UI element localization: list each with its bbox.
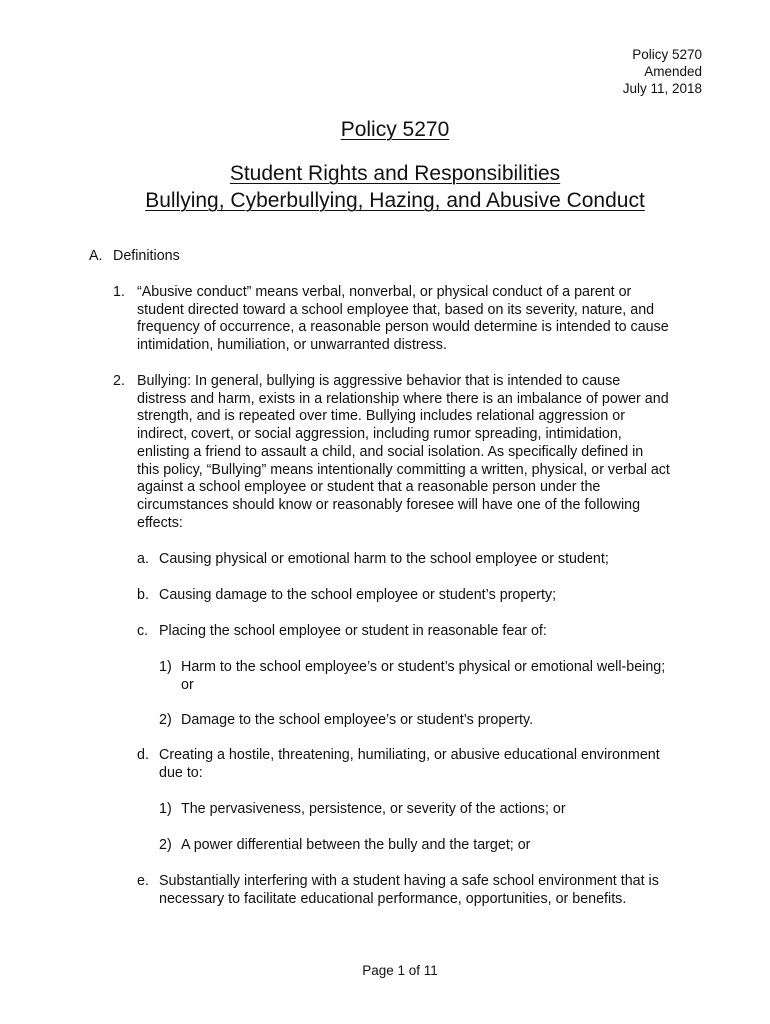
sub-a-marker: a. [137,551,149,567]
item-1-line: student directed toward a school employee that, based on its severity, nature, and [137,301,655,318]
page-title: Policy 5270 [340,118,450,141]
item-2-line: enlisting a friend to assault a child, and social isolation. As specifically defined in [137,443,644,460]
item-2-line: Bullying: In general, bullying is aggressive behavior that is intended to cause [137,373,621,389]
sub-e-line: Substantially interfering with a student having a safe school environment that is [159,873,659,889]
item-2-line: indirect, covert, or social aggression, including rumor spreading, intimidation, [137,426,622,443]
sub-c-text: Placing the school employee or student in reasonable fear of: [159,623,547,639]
sub-a-text: Causing physical or emotional harm to the school employee or student; [159,551,609,567]
title-line-1: Student Rights and Responsibilities [229,162,561,185]
item-2-line: circumstances should know or reasonably foresee will have one of the following [137,496,641,513]
sub-c2-text: Damage to the school employee’s or student’s property. [181,712,534,728]
item-2-line: against a school employee or student that a reasonable person under the [137,479,601,496]
sub-b-marker: b. [137,587,149,603]
sub-c-marker: c. [137,623,149,639]
item-2-marker: 2. [113,373,125,389]
header-status: Amended [644,64,702,79]
item-2-text [137,373,670,532]
item-1-line: intimidation, humiliation, or unwarranted distress. [137,337,447,354]
title-line-2: Bullying, Cyberbullying, Hazing, and Abusive Conduct [145,189,645,212]
sub-e-marker: e. [137,873,149,889]
item-1-text [137,284,669,355]
sub-d2-marker: 2) [159,837,172,853]
item-2-line: distress and harm, exists in a relationship where there is an imbalance of power and [137,390,669,407]
sub-c1-text [181,659,665,694]
sub-e-line: necessary to facilitate educational performance, opportunities, or benefits. [159,890,627,907]
item-1-line: frequency of occurrence, a reasonable person would determine is intended to cause [137,319,669,336]
sub-d-line: due to: [159,764,203,781]
sub-d1-marker: 1) [159,801,172,817]
sub-d-text [159,747,660,782]
sub-d2-text: A power differential between the bully and the target; or [181,837,531,853]
item-2-line: effects: [137,514,183,531]
sub-e-text [159,873,659,908]
sub-d1-text: The pervasiveness, persistence, or severity of the actions; or [181,801,566,817]
item-2-line: strength, and is repeated over time. Bullying includes relational aggression or [137,408,625,425]
item-2-line: this policy, “Bullying” means intentionally committing a written, physical, or verbal act [137,461,670,478]
page-number: Page 1 of 11 [362,963,438,978]
sub-c1-marker: 1) [159,659,172,675]
sub-c1-line: Harm to the school employee’s or student’s physical or emotional well-being; [181,659,666,675]
sub-b-text: Causing damage to the school employee or student’s property; [159,587,557,603]
item-1-line: “Abusive conduct” means verbal, nonverbal, or physical conduct of a parent or [137,284,632,300]
header-date: July 11, 2018 [622,81,702,96]
section-a-heading: Definitions [113,248,180,264]
section-a-marker: A. [89,248,103,264]
item-1-marker: 1. [113,284,125,300]
sub-d-line: Creating a hostile, threatening, humiliating, or abusive educational environment [159,747,660,763]
sub-c1-line: or [181,676,194,693]
sub-d-marker: d. [137,747,149,763]
header-policy-number: Policy 5270 [632,47,702,62]
sub-c2-marker: 2) [159,712,172,728]
